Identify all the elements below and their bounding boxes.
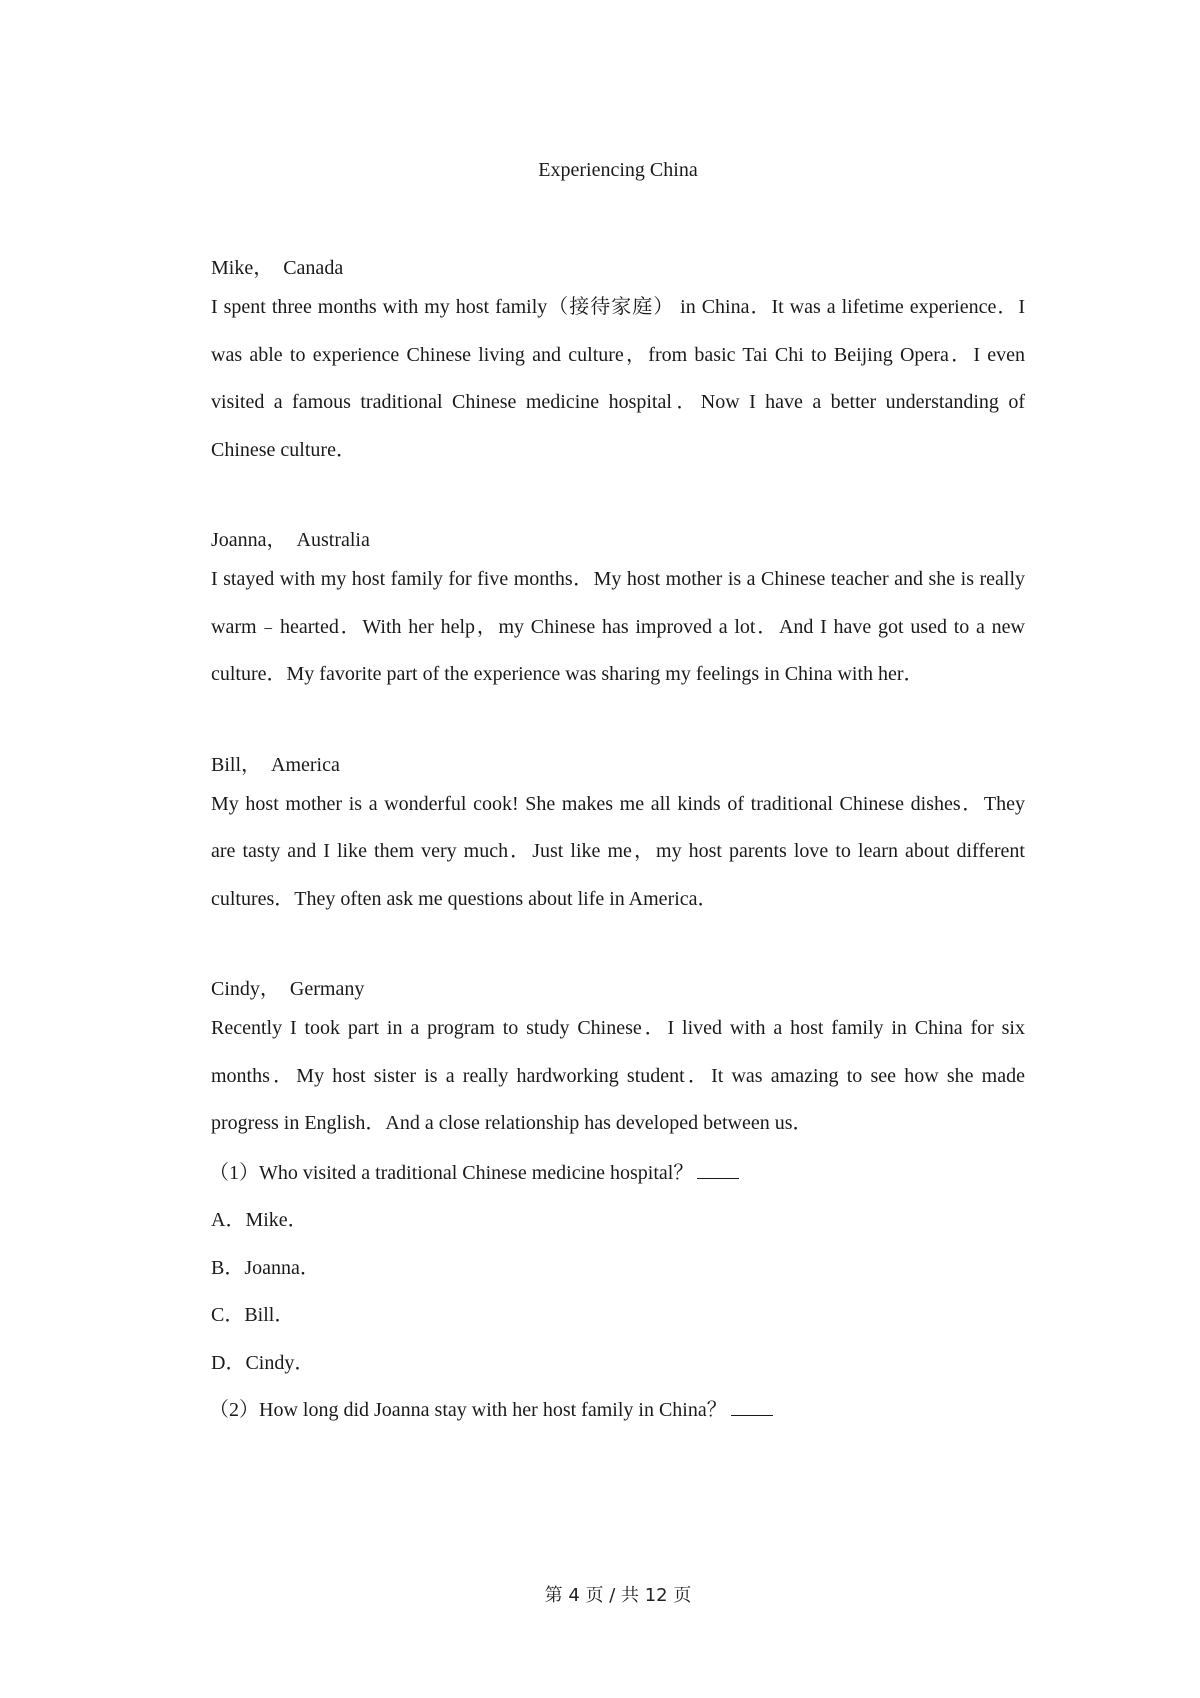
section-text: I stayed with my host family for five months．My host mother is a Chinese teacher and she is really warm﹣hearted．With her help，my Chinese has improved a lot．And I have got used to a new culture．My favorite part of the experience was sharing my feelings in China with her． [211,568,1025,685]
option-c[interactable]: C．Bill． [211,1304,295,1326]
separator: ， [266,529,287,551]
option-d[interactable]: D．Cindy． [211,1351,315,1374]
person-name: Bill [211,753,242,776]
section-heading [211,975,1025,1003]
section-text: Recently I took part in a program to study Chinese．I lived with a host family in China for six months．My host sister is a really hardworking student．It was amazing to see how she made progress in English．And a close relationship has developed between us． [211,1017,1025,1134]
section-heading [211,254,1025,282]
section-mike [211,254,1025,474]
page-footer: 第 4 页 / 共 12 页 [544,1585,692,1606]
separator: ， [259,978,280,1000]
person-name: Joanna [211,529,267,551]
option-b[interactable]: B．Joanna． [211,1256,320,1279]
section-joanna [211,526,1025,699]
person-name: Cindy [211,978,260,1000]
separator: ， [241,753,262,776]
page-title: Experiencing China [538,159,698,181]
separator: ， [253,257,274,279]
answer-blank[interactable] [731,1397,773,1416]
section-heading [211,751,1025,779]
section-text: I spent three months with my host family（接待家庭） in China．It was a lifetime experience．I was able to experience Chinese living and culture，from basic Tai Chi to Beijing Opera．I even visited a famous traditional Chinese medicine hospital．Now I have a better understanding of Chinese culture． [211,296,1025,461]
person-name: Mike [211,257,254,279]
option-a[interactable]: A．Mike． [211,1209,308,1231]
section-cindy [211,975,1025,1148]
section-text: My host mother is a wonderful cook! She makes me all kinds of traditional Chinese dishes．They are tasty and I like them very much．Just like me，my host parents love to learn about different cultures．They often ask me questions about life in America． [211,792,1025,910]
question-2 [211,1387,1025,1435]
person-country: Australia [296,529,370,551]
question-text: （2）How long did Joanna stay with her host family in China？ [209,1399,727,1421]
person-country: America [271,753,340,776]
answer-blank[interactable] [697,1160,739,1179]
section-bill [211,751,1025,924]
question-text: （1）Who visited a traditional Chinese medicine hospital？ [209,1161,694,1184]
person-country: Canada [283,257,344,279]
question-1 [211,1150,1025,1198]
section-heading [211,526,1025,554]
passage-body [211,254,1025,1435]
person-country: Germany [289,978,365,1000]
question-block [211,1150,1025,1435]
